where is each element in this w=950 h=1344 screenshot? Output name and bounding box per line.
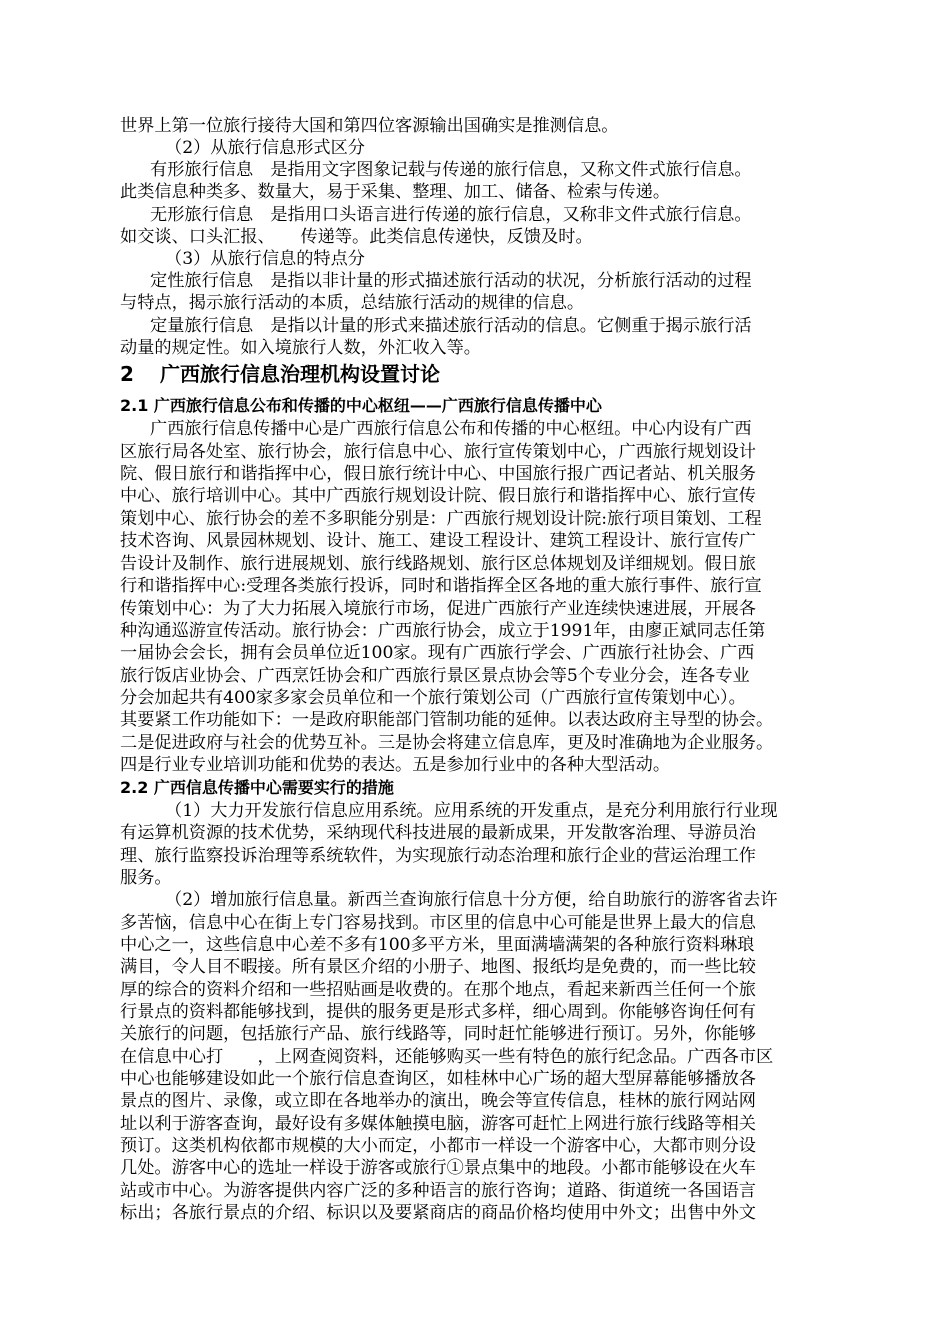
text-line: 厚的综合的资料介绍和一些招贴画是收费的。在那个地点，看起来新西兰任何一个旅	[120, 980, 756, 1000]
text-line: （1）大力开发旅行信息应用系统。应用系统的开发重点，是充分利用旅行行业现	[165, 801, 778, 821]
text-line: 标出；各旅行景点的介绍、标识以及要紧商店的商品价格均使用中外文；出售中外文	[120, 1203, 756, 1223]
text-line: 无形旅行信息 是指用口头语言进行传递的旅行信息，又称非文件式旅行信息。	[150, 205, 752, 225]
text-line: 告设计及制作、旅行进展规划、旅行线路规划、旅行区总体规划及详细规划。假日旅	[120, 554, 756, 574]
text-line: （2）增加旅行信息量。新西兰查询旅行信息十分方便，给自助旅行的游客省去许	[165, 890, 778, 910]
text-line: 技术咨询、风景园林规划、设计、施工、建设工程设计、建筑工程设计、旅行宣传广	[120, 531, 756, 551]
subsection-label: （3）从旅行信息的特点分	[165, 249, 365, 269]
text-line: 传策划中心：为了大力拓展入境旅行市场，促进广西旅行产业连续快速进展，开展各	[120, 599, 756, 619]
text-line: 多苦恼，信息中心在街上专门容易找到。市区里的信息中心可能是世界上最大的信息	[120, 913, 756, 933]
text-line: 景点的图片、录像，或立即在各地举办的演出，晚会等宣传信息，桂林的旅行网站网	[120, 1091, 756, 1111]
text-line: 行景点的资料都能够找到，提供的服务更是形式多样，细心周到。你能够咨询任何有	[120, 1002, 756, 1022]
subsection-heading: 2.1 广西旅行信息公布和传播的中心枢纽——广西旅行信息传播中心	[120, 396, 602, 415]
text-line: 如交谈、口头汇报、 传递等。此类信息传递快，反馈及时。	[120, 227, 593, 247]
text-line: 在信息中心打 ，上网查阅资料，还能够购买一些有特色的旅行纪念品。广西各市区	[120, 1047, 774, 1067]
text-line: 广西旅行信息传播中心是广西旅行信息公布和传播的中心枢纽。中心内设有广西	[150, 419, 752, 439]
text-line: 定性旅行信息 是指以非计量的形式描述旅行活动的状况，分析旅行活动的过程	[150, 271, 752, 291]
section-heading	[120, 361, 440, 387]
text-line: 定量旅行信息 是指以计量的形式来描述旅行活动的信息。它侧重于揭示旅行活	[150, 316, 752, 336]
text-line: 二是促进政府与社会的优势互补。三是协会将建立信息库，更及时准确地为企业服务。	[120, 733, 774, 753]
subsection-heading: 2.2 广西信息传播中心需要实行的措施	[120, 778, 394, 797]
text-line: 区旅行局各处室、旅行协会，旅行信息中心、旅行宣传策划中心，广西旅行规划设计	[120, 442, 756, 462]
text-line: 有运算机资源的技术优势，采纳现代科技进展的最新成果，开发散客治理、导游员治	[120, 823, 756, 843]
text-line: 服务。	[120, 868, 172, 888]
text-line: 此类信息种类多、数量大，易于采集、整理、加工、储备、检索与传递。	[120, 182, 671, 202]
text-line: 几处。游客中心的选址一样设于游客或旅行①景点集中的地段。小都市能够设在火车	[120, 1158, 756, 1178]
text-line: 有形旅行信息 是指用文字图象记载与传递的旅行信息，又称文件式旅行信息。	[150, 160, 752, 180]
section-number: 2	[120, 362, 134, 386]
text-line: 满目，令人目不暇接。所有景区介绍的小册子、地图、报纸均是免费的，而一些比较	[120, 957, 756, 977]
section-title: 广西旅行信息治理机构设置讨论	[160, 362, 440, 386]
text-line: 种沟通巡游宣传活动。旅行协会：广西旅行协会，成立于1991年，由廖正斌同志任第	[120, 621, 766, 641]
text-line: 其要紧工作功能如下：一是政府职能部门管制功能的延伸。以表达政府主导型的协会。	[120, 710, 774, 730]
text-line: 址以利于游客查询，最好设有多媒体触摸电脑，游客可赶忙上网进行旅行线路等相关	[120, 1114, 756, 1134]
text-line: 院、假日旅行和谐指挥中心，假日旅行统计中心、中国旅行报广西记者站、机关服务	[120, 464, 756, 484]
text-line: 动量的规定性。如入境旅行人数，外汇收入等。	[120, 338, 481, 358]
text-line: 中心也能够建设如此一个旅行信息查询区，如桂林中心广场的超大型屏幕能够播放各	[120, 1069, 756, 1089]
subsection-label: （2）从旅行信息形式区分	[165, 138, 365, 158]
text-line: 中心之一，这些信息中心差不多有100多平方米，里面满墙满架的各种旅行资料琳琅	[120, 935, 755, 955]
text-line: 旅行饭店业协会、广西烹饪协会和广西旅行景区景点协会等5个专业分会，连各专业	[120, 666, 750, 686]
text-line: 一届协会会长，拥有会员单位近100家。现有广西旅行学会、广西旅行社协会、广西	[120, 643, 755, 663]
text-line: 行和谐指挥中心:受理各类旅行投诉，同时和谐指挥全区各地的重大旅行事件、旅行宣	[120, 576, 762, 596]
text-line: 四是行业专业培训功能和优势的表达。五是参加行业中的各种大型活动。	[120, 755, 671, 775]
text-line: 与特点，揭示旅行活动的本质，总结旅行活动的规律的信息。	[120, 293, 585, 313]
text-line: 分会加起共有400家多家会员单位和一个旅行策划公司（广西旅行宣传策划中心）。	[120, 688, 746, 708]
text-line: 策划中心、旅行协会的差不多职能分别是：广西旅行规划设计院:旅行项目策划、工程	[120, 509, 762, 529]
text-line: 理、旅行监察投诉治理等系统软件，为实现旅行动态治理和旅行企业的营运治理工作	[120, 846, 756, 866]
text-line: 站或市中心。为游客提供内容广泛的多种语言的旅行咨询；道路、街道统一各国语言	[120, 1181, 756, 1201]
text-line: 中心、旅行培训中心。其中广西旅行规划设计院、假日旅行和谐指挥中心、旅行宣传	[120, 486, 756, 506]
text-line: 关旅行的问题，包括旅行产品、旅行线路等，同时赶忙能够进行预订。另外，你能够	[120, 1024, 756, 1044]
text-line: 世界上第一位旅行接待大国和第四位客源输出国确实是推测信息。	[120, 116, 619, 136]
text-line: 预订。这类机构依都市规模的大小而定，小都市一样设一个游客中心，大都市则分设	[120, 1136, 756, 1156]
